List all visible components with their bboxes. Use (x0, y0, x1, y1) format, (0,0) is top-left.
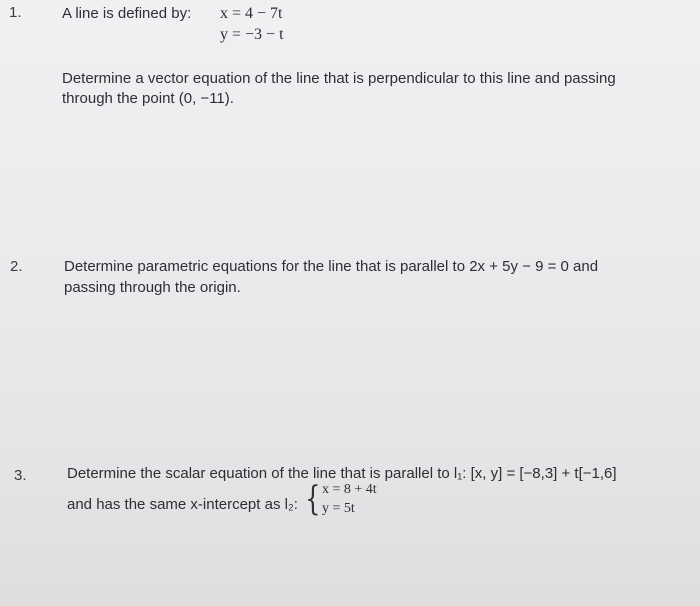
system-equation-y: y = 5t (322, 501, 355, 516)
problem-number: 3. (14, 467, 27, 484)
problem-text-line-2: and has the same x-intercept as l₂: (67, 496, 298, 513)
problem-number: 1. (9, 4, 22, 21)
problem-text-line-1: Determine parametric equations for the line that is parallel to 2x + 5y − 9 = 0 and (64, 258, 599, 275)
problem-number: 2. (10, 258, 23, 275)
equation-y: y = −3 − t (220, 26, 284, 43)
problem-text-line-2: passing through the origin. (64, 279, 241, 296)
problem-intro: A line is defined by: (62, 5, 192, 22)
equation-x: x = 4 − 7t (220, 5, 283, 22)
problem-text-line-1: Determine a vector equation of the line that is perpendicular to this line and passing (62, 70, 616, 87)
problem-text-line-2: through the point (0, −11). (62, 90, 234, 107)
system-brace-icon: { (305, 479, 321, 519)
system-equation-x: x = 8 + 4t (322, 482, 377, 497)
problem-text-line-1: Determine the scalar equation of the line that is parallel to l₁: [x, y] = [−8,3] + t[−1,6] (67, 465, 617, 482)
